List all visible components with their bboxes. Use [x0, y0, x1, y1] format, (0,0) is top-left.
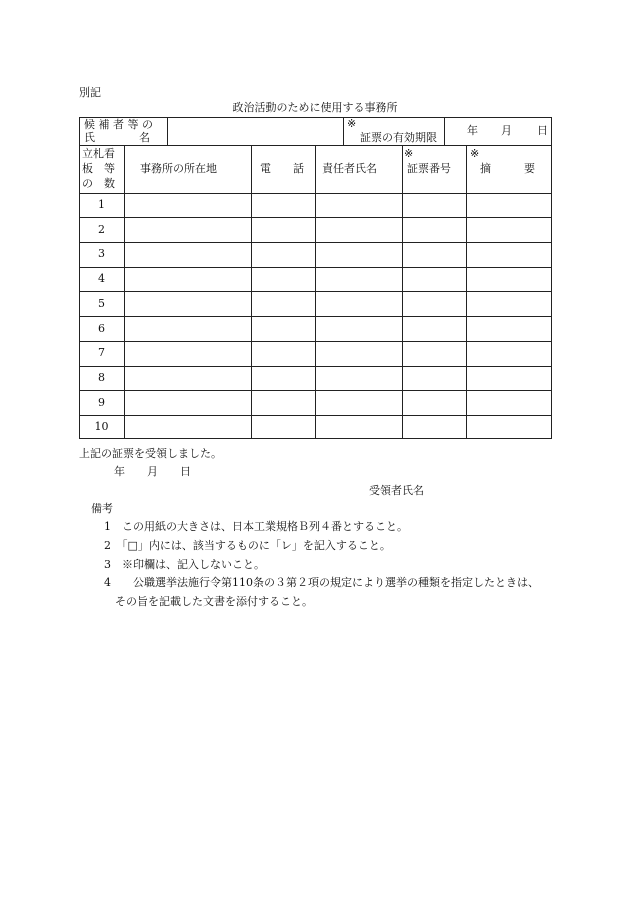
row-number: 6	[98, 322, 105, 335]
table-border-right	[551, 117, 552, 439]
page-title: 政治活動のために使用する事務所	[232, 101, 398, 114]
note-item: 4 公職選挙法施行令第110条の３第２項の規定により選挙の種類を指定したときは、	[104, 576, 539, 589]
column-divider	[251, 145, 252, 439]
office-table	[79, 117, 552, 439]
column-header-cert-number: 証票番号	[407, 162, 451, 175]
note-item: 1 この用紙の大きさは、日本工業規格Ｂ列４番とすること。	[104, 520, 408, 533]
candidate-label-bottom: 氏 名	[84, 131, 150, 144]
column-header-remarks: 摘 要	[480, 162, 535, 175]
note-item: 2 「□」内には、該当するものに「レ」を記入すること。	[104, 539, 391, 552]
notes-heading: 備考	[91, 502, 113, 515]
row-number: 9	[98, 396, 105, 409]
date-year: 年	[467, 124, 478, 137]
remarks-mark: ※	[470, 147, 480, 160]
attachment-label: 別記	[79, 86, 101, 99]
column-divider	[466, 145, 467, 439]
candidate-label-top: 候 補 者 等 の	[84, 118, 153, 131]
column-divider	[124, 145, 125, 439]
receiver-name-label: 受領者氏名	[369, 484, 424, 497]
date-day: 日	[537, 124, 548, 137]
validity-label: 証票の有効期限	[360, 131, 437, 144]
row-number: 10	[94, 420, 109, 433]
header-divider-v	[343, 117, 344, 145]
row-number: 4	[98, 272, 105, 285]
column-divider	[315, 145, 316, 439]
note-item: 3 ※印欄は、記入しないこと。	[104, 558, 265, 571]
note-item: その旨を記載した文書を添付すること。	[104, 595, 313, 608]
header-divider-v	[444, 117, 445, 145]
column-header-count: 板 等	[82, 162, 115, 175]
row-number: 7	[98, 346, 105, 359]
column-header-count: 立札看	[82, 147, 115, 160]
receipt-date: 年 月 日	[114, 465, 191, 478]
header-divider-v	[167, 117, 168, 145]
column-header-phone: 電 話	[260, 162, 304, 175]
cert-mark: ※	[404, 147, 414, 160]
date-month: 月	[501, 124, 512, 137]
column-header-manager: 責任者氏名	[322, 162, 377, 175]
column-header-address: 事務所の所在地	[140, 162, 217, 175]
row-number: 1	[98, 198, 105, 211]
row-number: 2	[98, 223, 105, 236]
column-divider	[402, 145, 403, 439]
row-number: 3	[98, 247, 105, 260]
row-number: 5	[98, 297, 105, 310]
row-number: 8	[98, 371, 105, 384]
receipt-statement: 上記の証票を受領しました。	[79, 447, 222, 460]
column-header-count: の 数	[82, 177, 115, 190]
mark: ※	[347, 117, 357, 130]
